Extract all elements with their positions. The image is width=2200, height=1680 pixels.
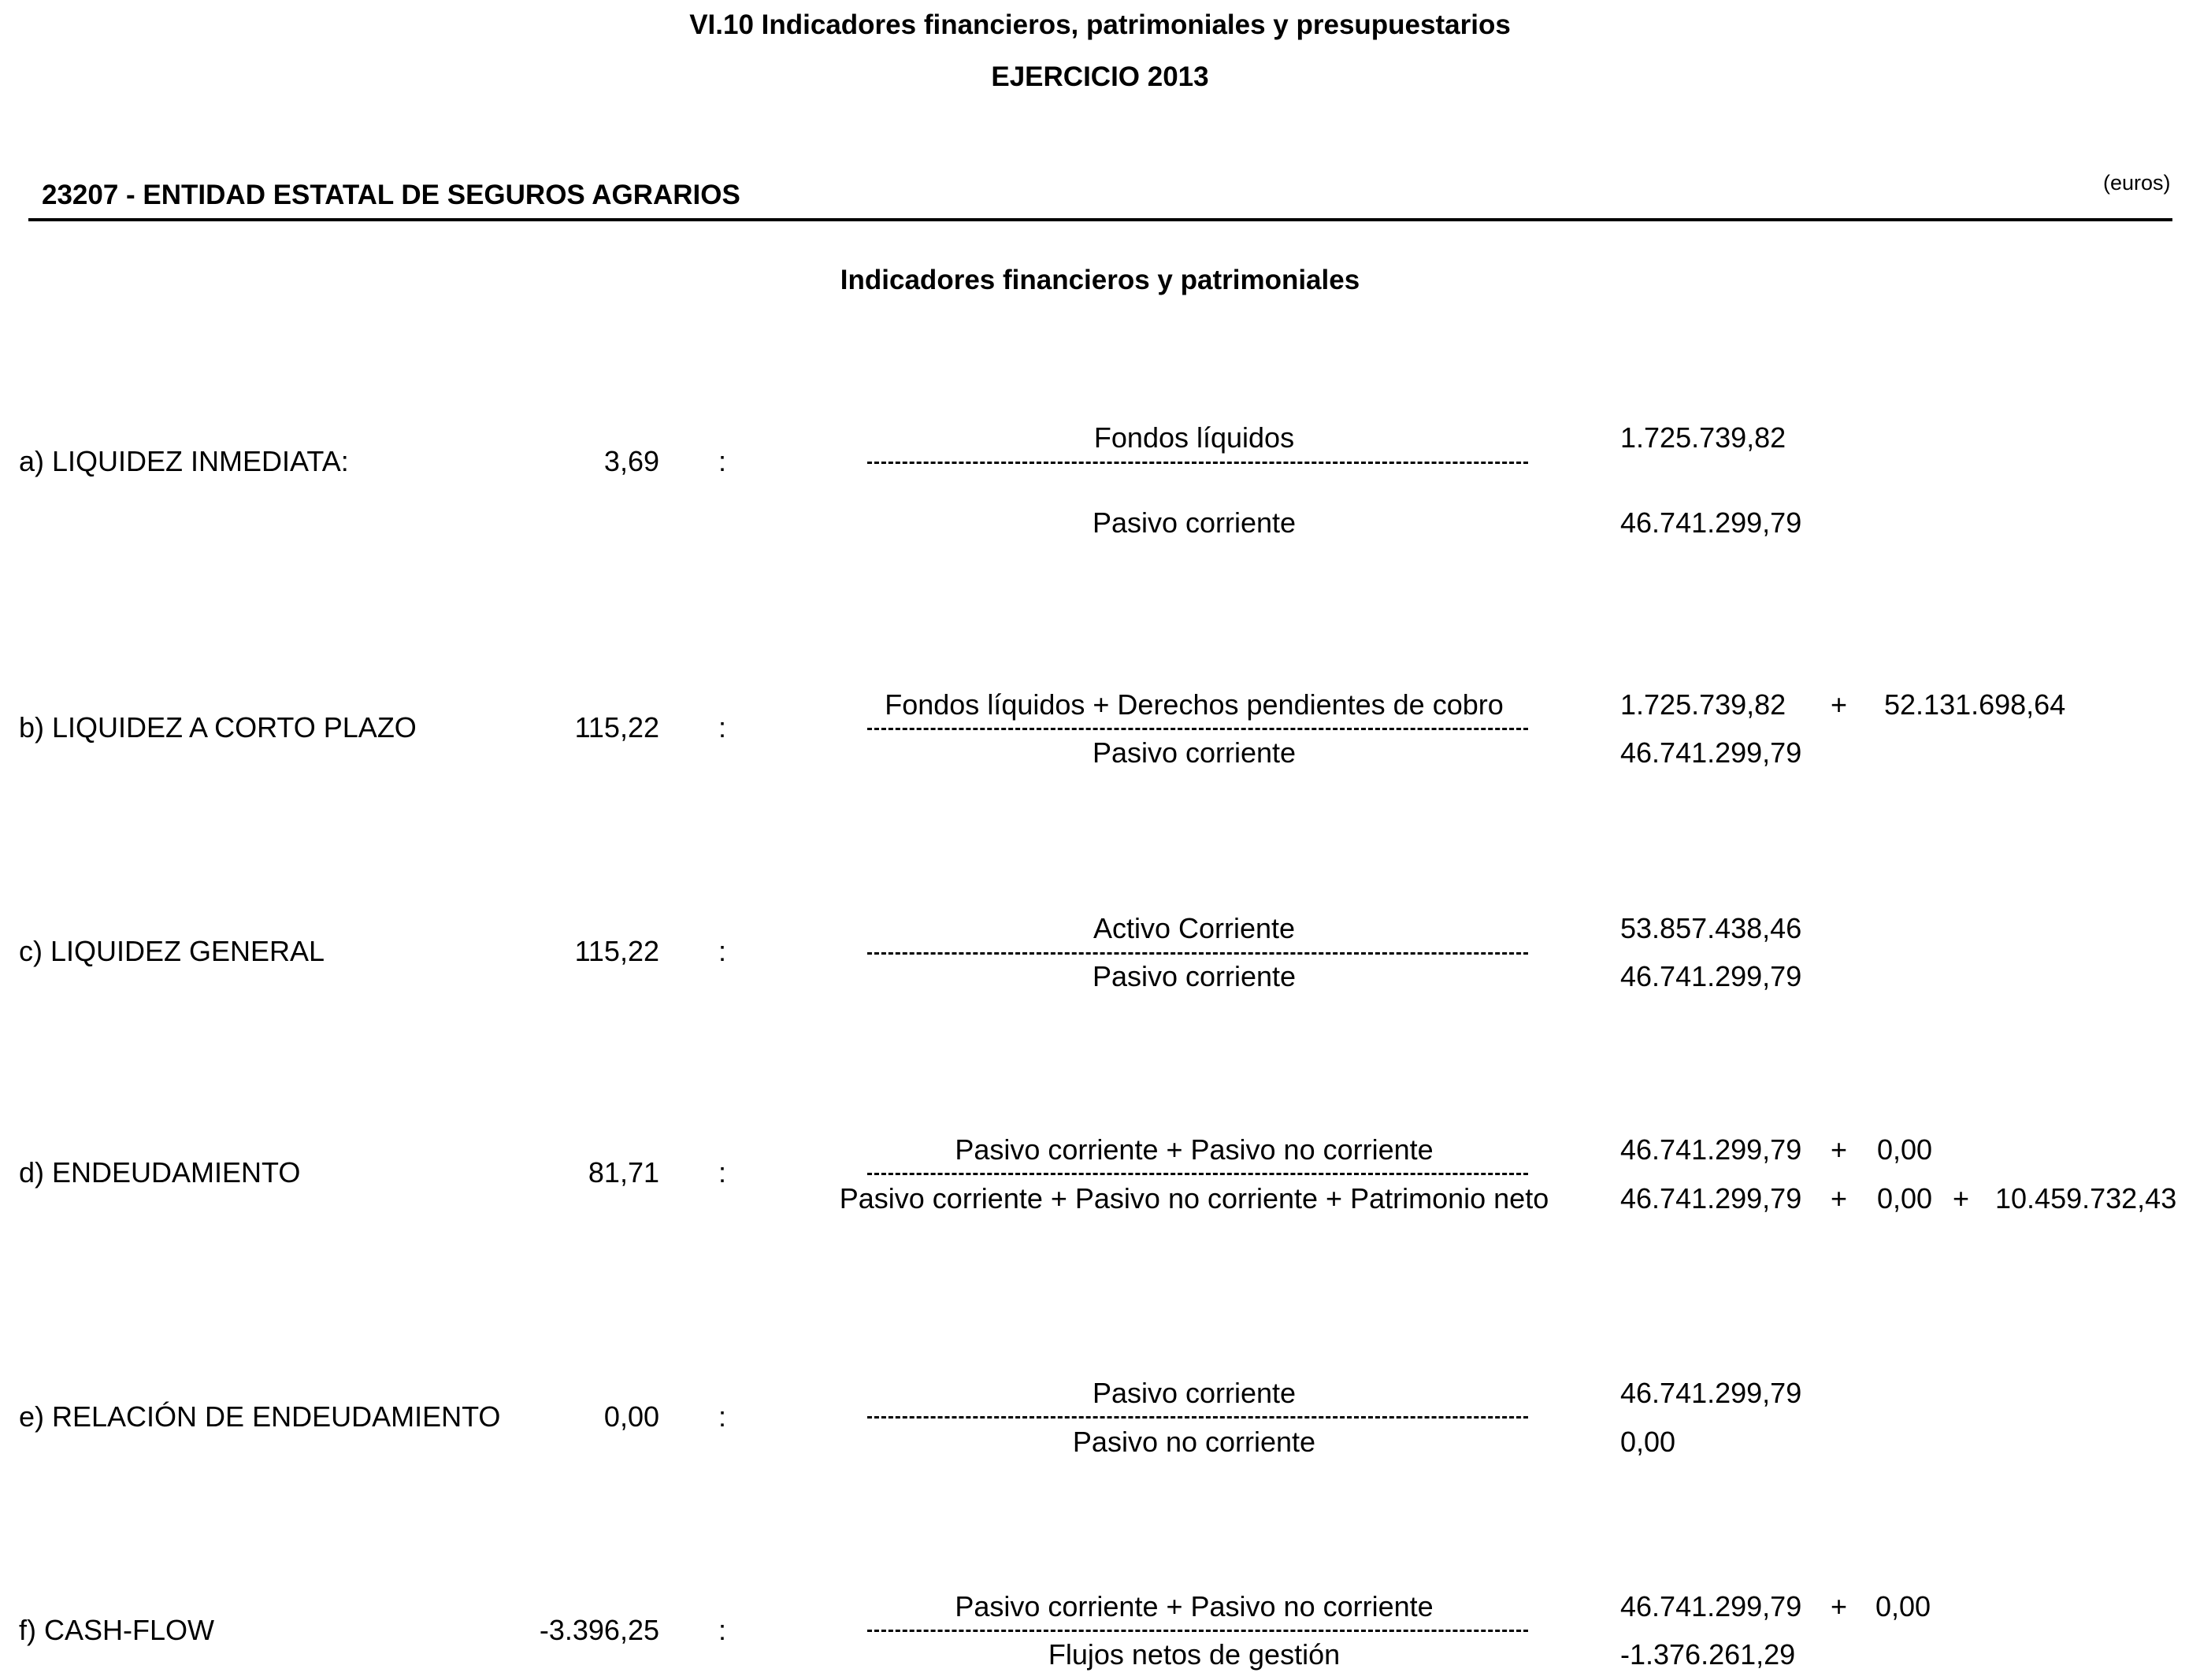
numerator-label: Fondos líquidos + Derechos pendientes de cobro xyxy=(885,688,1504,721)
fraction-line xyxy=(867,952,1528,955)
separator-colon: : xyxy=(718,445,727,477)
section-title: Indicadores financieros y patrimoniales xyxy=(840,265,1360,295)
denominator-value: 10.459.732,43 xyxy=(1995,1182,2177,1215)
denominator-value: 46.741.299,79 xyxy=(1620,736,1802,769)
numerator-label: Activo Corriente xyxy=(1093,912,1296,944)
denominator-label: Pasivo corriente + Pasivo no corriente + Patrimonio neto xyxy=(839,1182,1549,1215)
fraction-line xyxy=(867,1173,1528,1175)
denominator-label: Pasivo corriente xyxy=(1092,960,1297,992)
entity-name: 23207 - ENTIDAD ESTATAL DE SEGUROS AGRARIOS xyxy=(42,180,740,210)
separator-colon: : xyxy=(718,1156,727,1189)
indicator-label: e) RELACIÓN DE ENDEUDAMIENTO xyxy=(19,1400,501,1433)
numerator-label: Pasivo corriente + Pasivo no corriente xyxy=(955,1590,1434,1623)
denominator-value: 46.741.299,79 xyxy=(1620,506,1802,539)
indicator-label: b) LIQUIDEZ A CORTO PLAZO xyxy=(19,711,417,744)
report-year: EJERCICIO 2013 xyxy=(991,61,1209,92)
separator-colon: : xyxy=(718,935,727,967)
denominator-value: 0,00 xyxy=(1877,1182,1933,1215)
numerator-label: Pasivo corriente + Pasivo no corriente xyxy=(955,1133,1434,1166)
indicator-label: d) ENDEUDAMIENTO xyxy=(19,1156,301,1189)
numerator-value: 46.741.299,79 xyxy=(1620,1133,1802,1166)
numerator-value: 1.725.739,82 xyxy=(1620,688,1786,721)
plus-sign: + xyxy=(1831,1590,1848,1623)
numerator-value: 52.131.698,64 xyxy=(1884,688,2066,721)
numerator-value: 1.725.739,82 xyxy=(1620,421,1786,454)
plus-sign: + xyxy=(1953,1182,1970,1215)
fraction-line xyxy=(867,1416,1528,1419)
indicator-value: 0,00 xyxy=(603,1400,659,1433)
denominator-label: Pasivo corriente xyxy=(1092,736,1297,769)
denominator-value: 46.741.299,79 xyxy=(1620,960,1802,992)
report-title: VI.10 Indicadores financieros, patrimoniales y presupuestarios xyxy=(689,9,1511,40)
denominator-value: 46.741.299,79 xyxy=(1620,1182,1802,1215)
fraction-line xyxy=(867,462,1528,464)
indicator-label: a) LIQUIDEZ INMEDIATA: xyxy=(19,445,349,477)
fraction-line xyxy=(867,728,1528,730)
numerator-value: 46.741.299,79 xyxy=(1620,1590,1802,1623)
indicator-value: -3.396,25 xyxy=(539,1614,659,1646)
plus-sign: + xyxy=(1831,1133,1848,1166)
separator-colon: : xyxy=(718,1400,727,1433)
indicator-label: c) LIQUIDEZ GENERAL xyxy=(19,935,325,967)
separator-colon: : xyxy=(718,711,727,744)
indicator-value: 81,71 xyxy=(588,1156,659,1189)
numerator-value: 0,00 xyxy=(1877,1133,1933,1166)
indicator-value: 115,22 xyxy=(574,711,659,744)
numerator-label: Fondos líquidos xyxy=(1093,421,1295,454)
fraction-line xyxy=(867,1630,1528,1632)
numerator-value: 0,00 xyxy=(1875,1590,1931,1623)
denominator-label: Flujos netos de gestión xyxy=(1048,1638,1341,1671)
denominator-value: 0,00 xyxy=(1620,1426,1676,1458)
plus-sign: + xyxy=(1831,1182,1848,1215)
indicator-value: 115,22 xyxy=(574,935,659,967)
indicator-value: 3,69 xyxy=(603,445,659,477)
plus-sign: + xyxy=(1831,688,1848,721)
numerator-value: 53.857.438,46 xyxy=(1620,912,1802,944)
denominator-value: -1.376.261,29 xyxy=(1620,1638,1796,1671)
header-rule xyxy=(28,218,2172,221)
denominator-label: Pasivo no corriente xyxy=(1072,1426,1316,1458)
denominator-label: Pasivo corriente xyxy=(1092,506,1297,539)
numerator-label: Pasivo corriente xyxy=(1092,1377,1297,1409)
numerator-value: 46.741.299,79 xyxy=(1620,1377,1802,1409)
separator-colon: : xyxy=(718,1614,727,1646)
indicator-label: f) CASH-FLOW xyxy=(19,1614,214,1646)
units-label: (euros) xyxy=(2103,171,2171,195)
